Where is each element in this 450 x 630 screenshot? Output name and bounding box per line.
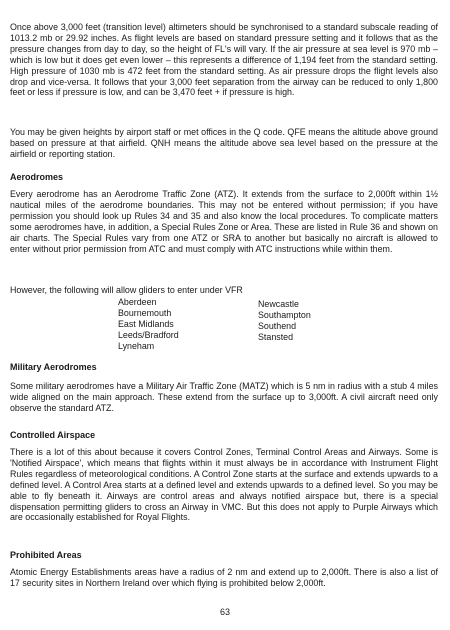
heading-aerodromes: Aerodromes bbox=[10, 172, 64, 182]
paragraph-altimeter-setting bbox=[10, 22, 438, 98]
airfield-item: East Midlands bbox=[118, 318, 174, 329]
paragraph-text: Once above 3,000 feet (transition level) altimeters should be synchronised to a standard subscale reading of 1013.2 mb or 29.92 inches. As flight levels are based on standard pressure setting and it follows that as the pressure changes from day to day, so the height of FL's will vary. If the air pressure at sea level is 970 mb – which is low but it does get even lower – this represents a difference of 1,194 feet from the standard setting. High pressure of 1030 mb is 472 feet from the standard setting. As air pressure drops the flight levels also drop and vice-versa. It follows that your 3,000 feet separation from the airway can be reduced to only 1,800 feet or less if pressure is low, and can be 3,470 feet + if pressure is high. bbox=[10, 22, 438, 98]
paragraph-controlled-airspace bbox=[10, 447, 438, 523]
paragraph-text: However, the following will allow gliders to enter under VFR bbox=[10, 285, 243, 295]
airfield-item: Leeds/Bradford bbox=[118, 329, 179, 340]
airfield-item: Southampton bbox=[258, 309, 311, 320]
heading-military-aerodromes: Military Aerodromes bbox=[10, 362, 97, 372]
paragraph-aerodromes bbox=[10, 189, 438, 254]
airfield-list-left bbox=[118, 297, 179, 352]
paragraph-gliders-intro bbox=[10, 285, 438, 296]
heading-controlled-airspace: Controlled Airspace bbox=[10, 430, 96, 440]
airfield-item: Southend bbox=[258, 320, 297, 331]
airfield-list-right bbox=[258, 299, 311, 343]
paragraph-text: Every aerodrome has an Aerodrome Traffic Zone (ATZ). It extends from the surface to 2,000ft within 1½ nautical miles of the aerodrome boundaries. This may not be entered without permission; if you have permission you should look up Rules 34 and 35 and also know the local procedures. To complicate matters some aerodromes have, in addition, a Special Rules Zone or Area. These are listed in Rule 36 and shown on air charts. The Special Rules vary from one ATZ or SRA to another but basically no aircraft is allowed to enter without prior permission from ATC and must comply with ATC instructions while within them. bbox=[10, 189, 438, 254]
heading-prohibited-areas: Prohibited Areas bbox=[10, 550, 82, 560]
paragraph-text: There is a lot of this about because it covers Control Zones, Terminal Control Areas and Airways. Some is 'Notified Airspace', which means that flights within it must always be in accordance with Instrument Flight Rules regardless of meteorological conditions. A Control Zone starts at the surface and extends upwards to a defined level. A Control Area starts at a defined level and extends upwards to a defined level. So you may be able to fly beneath it. Airways are control areas and always notified airspace but, there is a special dispensation permitting gliders to cross an Airway in VMC. But this does not apply to Purple Airways which are occasionally established for Royal Flights. bbox=[10, 447, 438, 523]
airfield-item: Lyneham bbox=[118, 340, 155, 351]
page-number: 63 bbox=[219, 607, 230, 617]
airfield-item: Newcastle bbox=[258, 299, 299, 309]
airfield-item: Aberdeen bbox=[118, 297, 157, 307]
paragraph-text: You may be given heights by airport staff or met offices in the Q code. QFE means the altitude above ground based on pressure at that airfield. QNH means the altitude above sea level based on the pressure at the airfield or reporting station. bbox=[10, 127, 438, 159]
airfield-item: Stansted bbox=[258, 331, 294, 342]
paragraph-prohibited-areas bbox=[10, 567, 438, 589]
paragraph-text: Atomic Energy Establishments areas have a radius of 2 nm and extend up to 2,000ft. There is also a list of 17 security sites in Northern Ireland over which flying is prohibited below 2,000ft. bbox=[10, 567, 438, 588]
paragraph-q-code bbox=[10, 127, 438, 160]
paragraph-text: Some military aerodromes have a Military Air Traffic Zone (MATZ) which is 5 nm in radius with a stub 4 miles wide aligned on the main approach. These extend from the surface up to 3,000ft. A civil aircraft need only observe the standard ATZ. bbox=[10, 381, 438, 413]
paragraph-military bbox=[10, 381, 438, 414]
airfield-item: Bournemouth bbox=[118, 307, 172, 318]
